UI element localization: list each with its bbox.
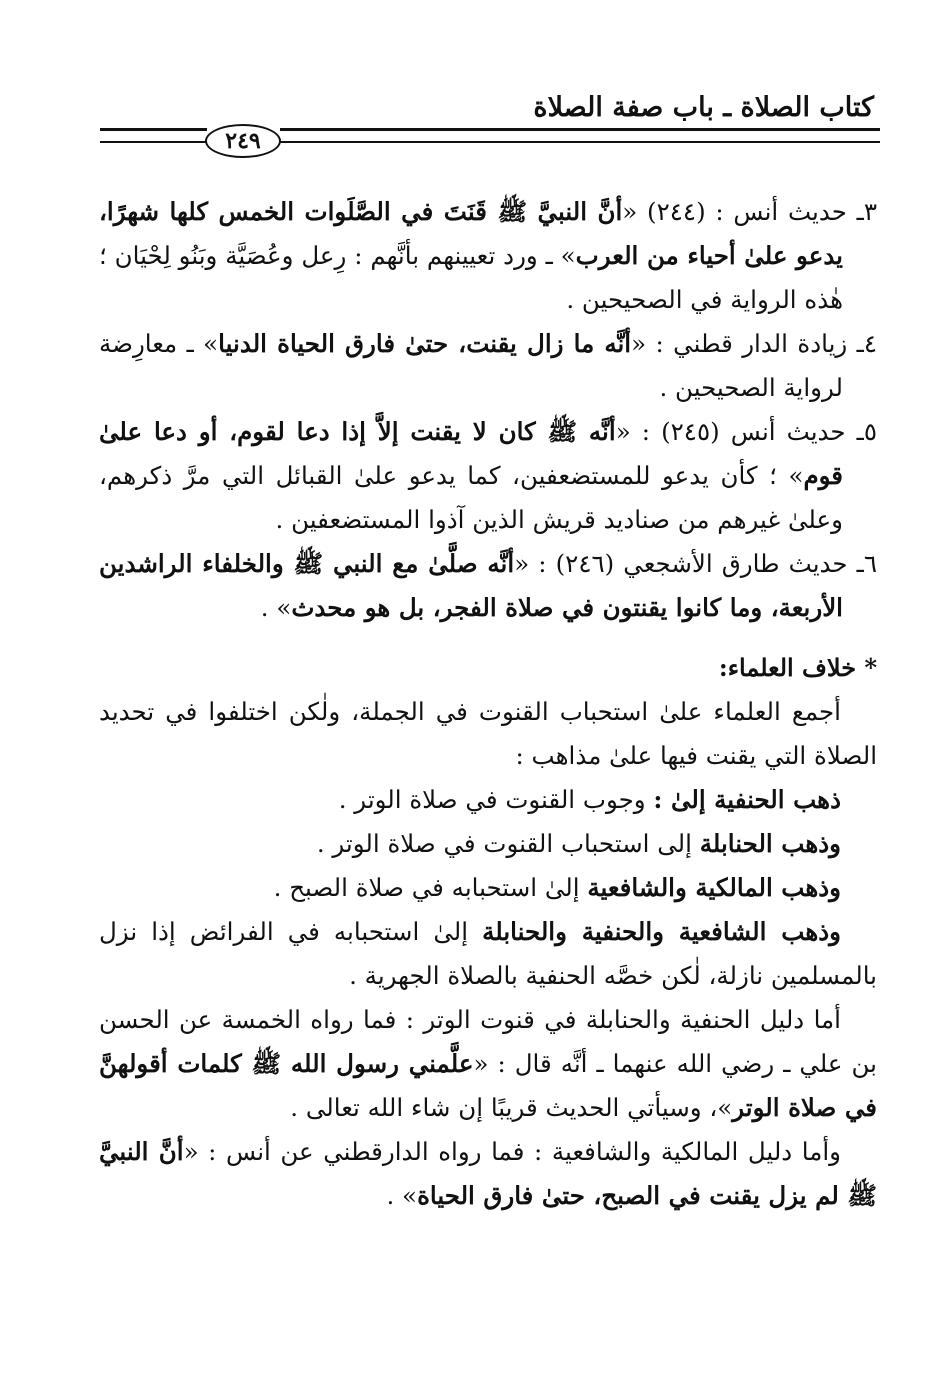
hadith-item-3 [99, 190, 877, 322]
evidence-lead: أما دليل الحنفية والحنابلة في قنوت الوتر : فما رواه الخمسة عن الحسن بن علي ـ رضي الله عنهما ـ أنَّه قال : « [99, 1005, 878, 1078]
view-who: وذهب الحنابلة [699, 829, 841, 858]
evidence-tail: »، وسيأتي الحديث قريبًا إن شاء الله تعالى . [290, 1093, 733, 1122]
header-rule-left-top [100, 128, 207, 131]
item-number: ٥ـ [856, 417, 877, 446]
item-lead: حديث أنس : (٢٤٤) « [622, 197, 847, 226]
item-quote: أنَّه ما زال يقنت، حتىٰ فارق الحياة الدنيا [218, 329, 632, 358]
item-quote: أنَّه صلَّىٰ مع النبي ﷺ والخلفاء الراشدين الأربعة، وما كانوا يقنتون في صلاة الفجر، بل هو محدث [99, 549, 843, 622]
header-rule-right-top [280, 128, 880, 131]
header-rule-right-bottom [280, 141, 880, 143]
item-tail: » . [260, 593, 292, 622]
view-what: وجوب القنوت في صلاة الوتر . [338, 785, 654, 814]
section-heading: * خلاف العلماء: [718, 653, 877, 682]
item-quote: أنَّه ﷺ كان لا يقنت إلاَّ إذا دعا لقوم، أو دعا علىٰ قوم [99, 417, 843, 490]
view-what: إلىٰ استحبابه في الفرائض إذا نزل بالمسلمين نازلة، لٰكن خصَّه الحنفية بالصلاة الجهرية . [99, 917, 877, 990]
item-quote: أنَّ النبيَّ ﷺ قَنَتَ في الصَّلَوات الخمس كلها شهرًا، يدعو علىٰ أحياء من العرب [99, 197, 844, 270]
intro-paragraph: أجمع العلماء علىٰ استحباب القنوت في الجملة، ولٰكن اختلفوا في تحديد الصلاة التي يقنت فيها علىٰ مذاهب : [99, 697, 877, 770]
item-number: ٣ـ [856, 197, 877, 226]
evidence-maliki-shafii [99, 1130, 877, 1218]
evidence-hanafi-hanbali [99, 998, 877, 1130]
hadith-item-5 [99, 410, 877, 542]
header-rule-left-bottom [100, 141, 207, 143]
running-title: كتاب الصلاة ـ باب صفة الصلاة [533, 92, 874, 123]
hadith-item-4 [99, 322, 877, 410]
view-nawazil [99, 910, 877, 998]
page-number: ٢٤٩ [205, 124, 281, 158]
view-what: إلىٰ استحبابه في صلاة الصبح . [273, 873, 588, 902]
page-body [99, 190, 877, 1218]
view-who: ذهب الحنفية إلىٰ : [653, 785, 841, 814]
item-number: ٦ـ [856, 549, 877, 578]
item-lead: زيادة الدار قطني : « [631, 329, 848, 358]
evidence-quote: أنَّ النبيَّ ﷺ لم يزل يقنت في الصبح، حتىٰ فارق الحياة [99, 1137, 877, 1210]
item-lead: حديث أنس (٢٤٥) : « [615, 417, 846, 446]
evidence-tail: » . [386, 1181, 418, 1210]
view-maliki-shafii [99, 866, 877, 910]
item-tail: » ؛ كأن يدعو للمستضعفين، كما يدعو علىٰ القبائل التي مرَّ ذكرهم، وعلىٰ غيرهم من صناديد قريش الذين آذوا المستضعفين . [99, 461, 843, 534]
item-tail: » ـ معارِضة لرواية الصحيحين . [99, 329, 843, 402]
item-lead: حديث طارق الأشجعي (٢٤٦) : « [514, 549, 848, 578]
view-who: وذهب الشافعية والحنفية والحنابلة [482, 917, 841, 946]
view-hanbali [99, 822, 877, 866]
evidence-quote: علَّمني رسول الله ﷺ كلمات أقولهنَّ في صلاة الوتر [99, 1049, 877, 1122]
hadith-item-6 [99, 542, 877, 630]
view-what: إلى استحباب القنوت في صلاة الوتر . [316, 829, 700, 858]
item-tail: » ـ ورد تعيينهم بأنَّهم : رِعل وعُصَيَّة وبَنُو لِحْيَان ؛ هٰذه الرواية في الصحيحين . [99, 241, 843, 314]
view-hanafi [99, 778, 877, 822]
view-who: وذهب المالكية والشافعية [587, 873, 841, 902]
evidence-lead: وأما دليل المالكية والشافعية : فما رواه الدارقطني عن أنس : « [183, 1137, 841, 1166]
item-number: ٤ـ [856, 329, 877, 358]
